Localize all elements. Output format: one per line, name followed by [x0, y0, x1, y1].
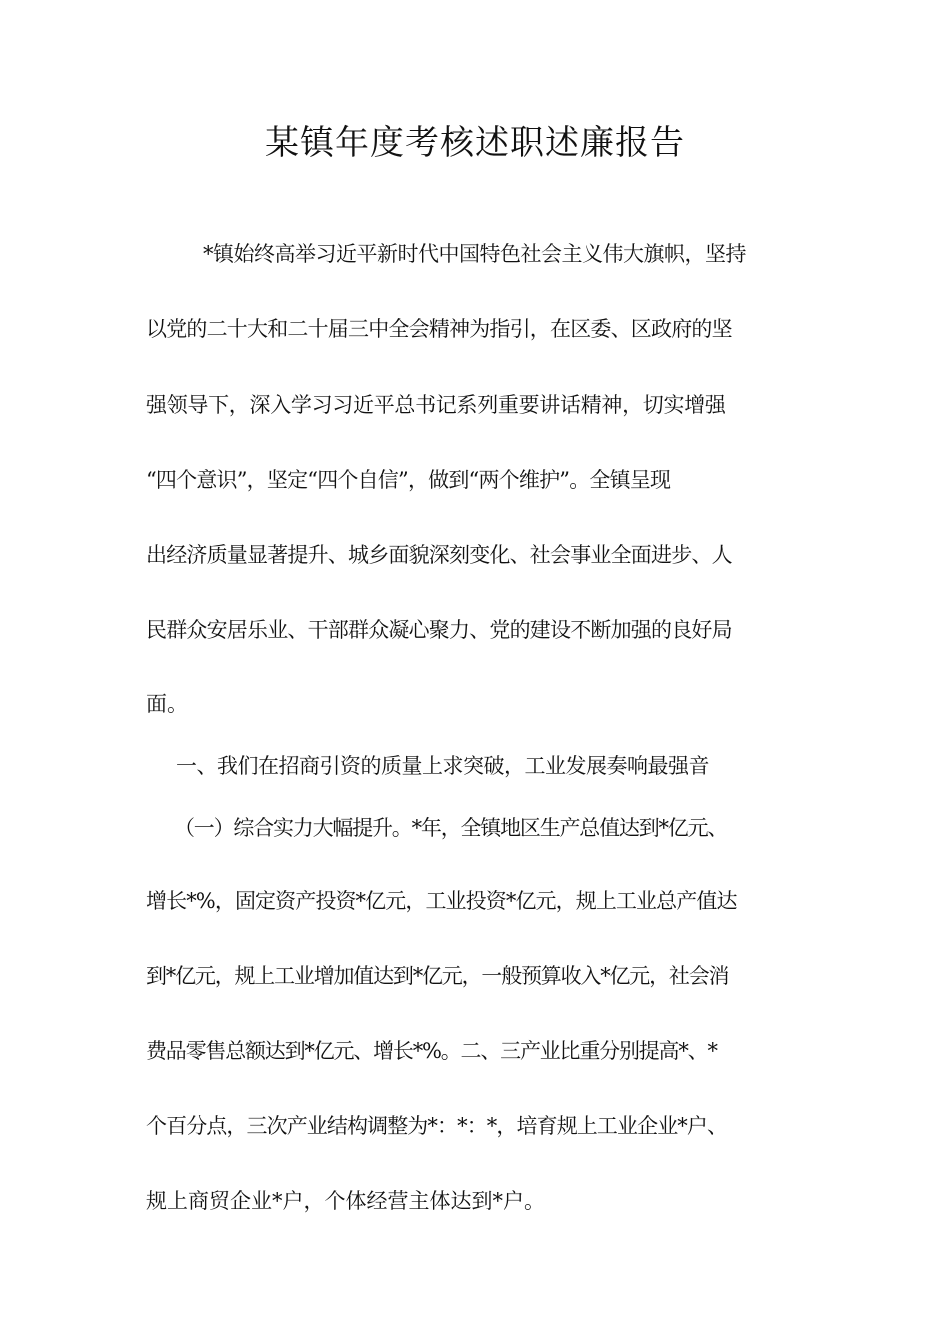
paragraph-line: 以党的二十大和二十届三中全会精神为指引，在区委、区政府的坚 — [146, 317, 732, 341]
subsection-heading: （一）综合实力大幅提升。*年，全镇地区生产总值达到*亿元、 — [174, 816, 728, 840]
paragraph-line: 费品零售总额达到*亿元、增长*%。二、三产业比重分别提高*、* — [146, 1039, 717, 1063]
paragraph-line: 出经济质量显著提升、城乡面貌深刻变化、社会事业全面进步、人 — [146, 543, 732, 567]
paragraph-line: 面。 — [146, 692, 188, 716]
paragraph-line: 个百分点，三次产业结构调整为*：*：*，培育规上工业企业*户、 — [146, 1114, 728, 1138]
paragraph-line: 增长*%，固定资产投资*亿元，工业投资*亿元，规上工业总产值达 — [146, 889, 737, 913]
paragraph-line: 民群众安居乐业、干部群众凝心聚力、党的建设不断加强的良好局 — [146, 618, 732, 642]
paragraph-line: “四个意识”，坚定“四个自信”，做到“两个维护”。全镇呈现 — [146, 468, 671, 492]
paragraph-line: 强领导下，深入学习习近平总书记系列重要讲话精神，切实增强 — [146, 393, 726, 417]
document-title: 某镇年度考核述职述廉报告 — [265, 123, 685, 163]
section-heading: 一、我们在招商引资的质量上求突破，工业发展奏响最强音 — [176, 754, 709, 778]
paragraph-line: 到*亿元，规上工业增加值达到*亿元，一般预算收入*亿元，社会消 — [146, 964, 729, 988]
paragraph-line: 规上商贸企业*户，个体经营主体达到*户。 — [146, 1189, 545, 1213]
paragraph-line: *镇始终高举习近平新时代中国特色社会主义伟大旗帜，坚持 — [203, 242, 746, 266]
